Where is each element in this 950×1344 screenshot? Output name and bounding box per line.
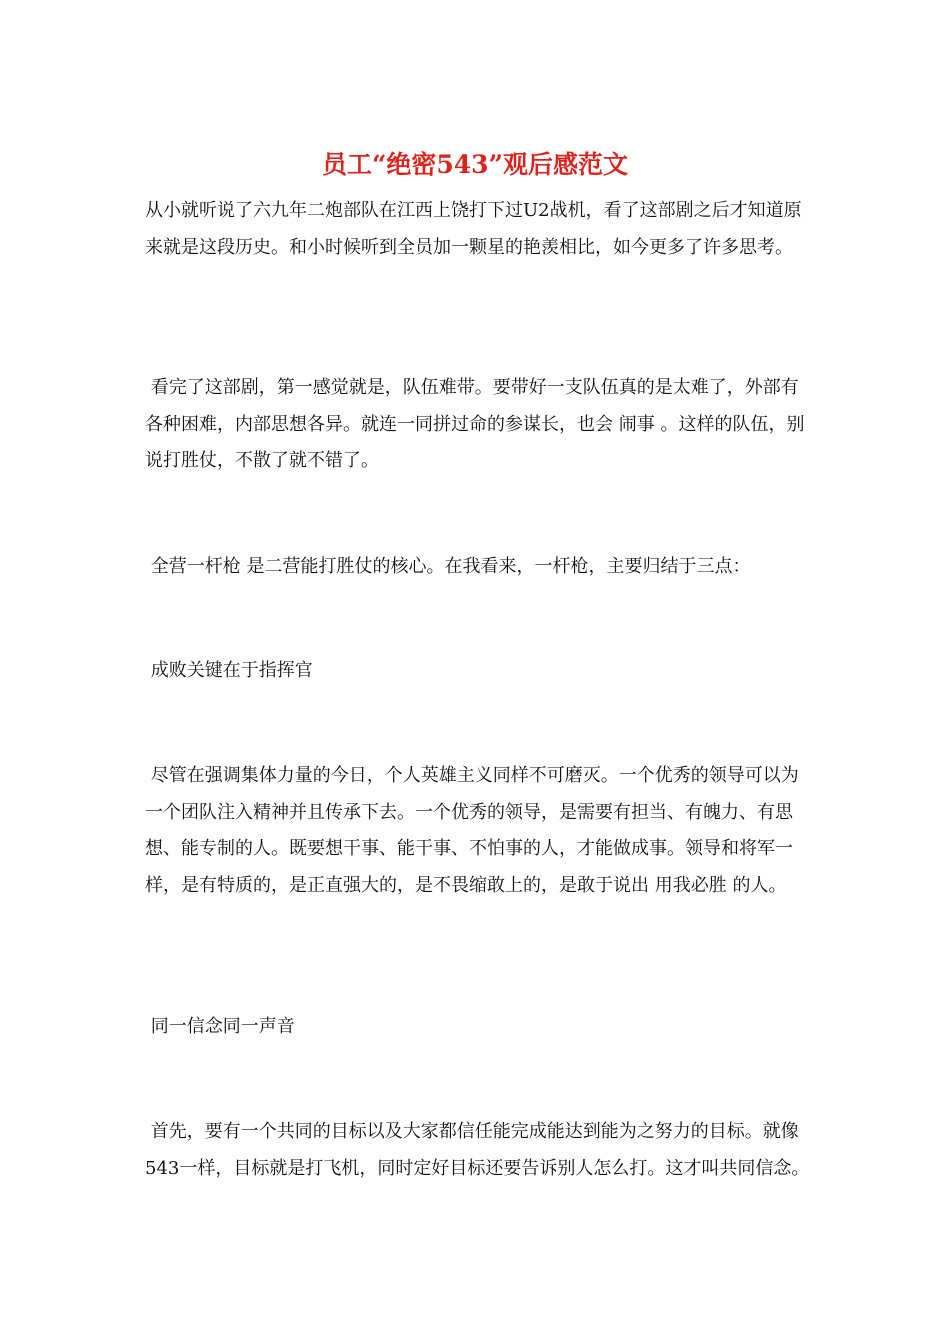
paragraph-team-hard-to-lead: 看完了这部剧，第一感觉就是，队伍难带。要带好一支队伍真的是太难了，外部有各种困难，内部思想各异。就连一同拼过命的参谋长，也会 闹事 。这样的队伍，别说打胜仗，不散了就不错了。 [145, 377, 805, 471]
heading-commander: 成败关键在于指挥官 [145, 660, 313, 681]
paragraph-one-gun: 全营一杆枪 是二营能打胜仗的核心。在我看来，一杆枪，主要归结于三点： [145, 556, 751, 577]
document-title: 员工“绝密543”观后感范文 [322, 150, 628, 179]
heading-shared-belief: 同一信念同一声音 [145, 1016, 295, 1037]
paragraph-intro: 从小就听说了六九年二炮部队在江西上饶打下过U2战机，看了这部剧之后才知道原来就是这段历史。和小时候听到全员加一颗星的艳羡相比，如今更多了许多思考。 [145, 200, 802, 258]
paragraph-leadership: 尽管在强调集体力量的今日，个人英雄主义同样不可磨灭。一个优秀的领导可以为一个团队注入精神并且传承下去。一个优秀的领导，是需要有担当、有魄力、有思想、能专制的人。既要想干事、能干事、不怕事的人，才能做成事。领导和将军一样，是有特质的，是正直强大的，是不畏缩敢上的，是敢于说出 用我必胜 的人。 [145, 765, 799, 896]
paragraph-common-goal: 首先，要有一个共同的目标以及大家都信任能完成能达到能为之努力的目标。就像543一样，目标就是打飞机，同时定好目标还要告诉别人怎么打。这才叫共同信念。 [145, 1121, 810, 1179]
